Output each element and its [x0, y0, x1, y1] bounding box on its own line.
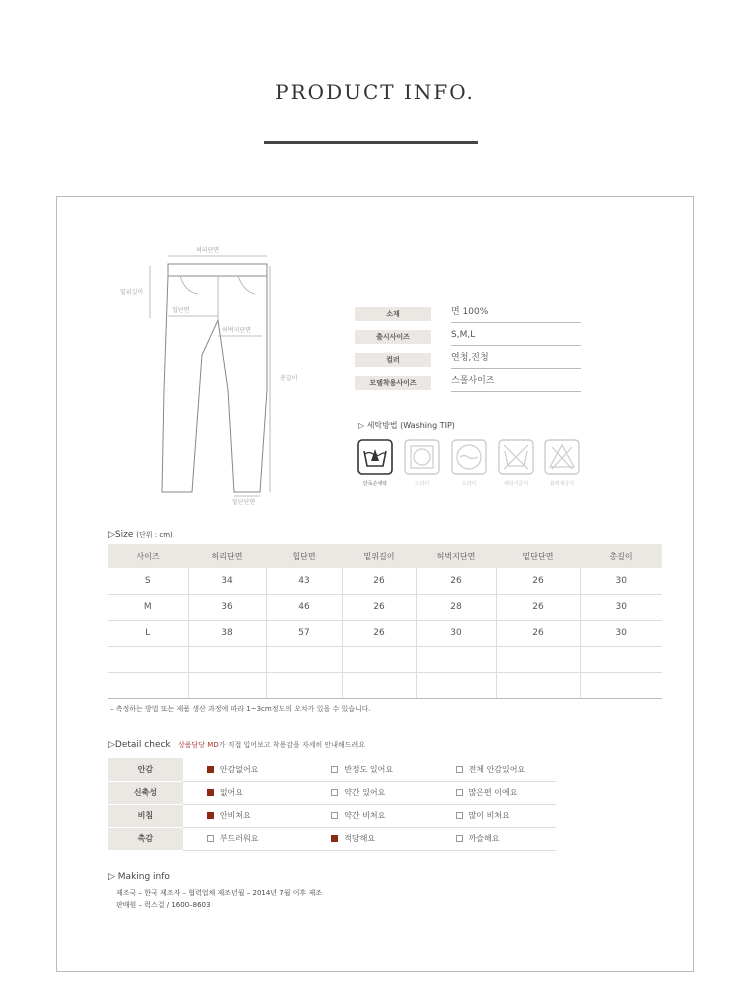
- checked-box-icon: [207, 789, 214, 796]
- jeans-outline-icon: [110, 240, 330, 515]
- table-row: [108, 568, 662, 594]
- size-cell: [416, 646, 496, 672]
- thigh-label: 허벅지단면: [222, 327, 251, 334]
- making-info-line: 판매원 – 럭스걸 / 1600–8603: [116, 901, 211, 909]
- checked-box-icon: [207, 812, 214, 819]
- size-cell: 26: [496, 620, 580, 646]
- detail-option: [432, 804, 556, 827]
- option-label: 적당해요: [344, 834, 376, 843]
- size-cell: 26: [496, 594, 580, 620]
- size-cell: [580, 672, 662, 698]
- size-cell: [342, 646, 416, 672]
- machine-wash-icon: [451, 439, 487, 475]
- option-label: 약간 있어요: [344, 788, 386, 797]
- size-header-cell: 허벅지단면: [416, 544, 496, 568]
- wash-label: 표백제금지: [549, 481, 575, 487]
- detail-option: [307, 781, 431, 804]
- size-cell: 38: [188, 620, 266, 646]
- detail-key: 신축성: [108, 781, 183, 804]
- size-cell: 26: [416, 568, 496, 594]
- hand-wash-icon: [357, 439, 393, 475]
- wash-label: 단독손세탁: [362, 481, 388, 487]
- jeans-diagram: [110, 240, 330, 515]
- size-cell: 26: [496, 568, 580, 594]
- wash-label: 세탁기금지: [503, 481, 529, 487]
- detail-check-table: [108, 758, 556, 851]
- size-title: ▷Size: [108, 530, 134, 540]
- detail-row-lining: [108, 758, 556, 781]
- detail-option: [307, 758, 431, 781]
- detail-row-texture: [108, 827, 556, 850]
- size-cell: L: [108, 620, 188, 646]
- detail-key: 비침: [108, 804, 183, 827]
- page-title: PRODUCT INFO.: [275, 80, 475, 104]
- size-cell: [496, 672, 580, 698]
- tumble-dry-icon: [404, 439, 440, 475]
- unchecked-box-icon: [207, 835, 214, 842]
- detail-row-stretch: [108, 781, 556, 804]
- option-label: 약간 비쳐요: [344, 811, 386, 820]
- unchecked-box-icon: [331, 789, 338, 796]
- washing-title: ▷ 세탁방법 (Washing TIP): [358, 421, 455, 430]
- no-wash-icon: [498, 439, 534, 475]
- size-table-header: [108, 544, 662, 568]
- detail-option: [432, 781, 556, 804]
- table-row: [108, 646, 662, 672]
- option-label: 안비쳐요: [219, 811, 251, 820]
- detail-option: [183, 827, 307, 850]
- detail-key: 촉감: [108, 827, 183, 850]
- table-row: [108, 672, 662, 698]
- size-cell: 30: [580, 568, 662, 594]
- spec-row-color: [355, 351, 581, 371]
- detail-note-text: 가 직접 입어보고 착용감을 자세히 안내해드려요: [218, 741, 366, 749]
- size-cell: [496, 646, 580, 672]
- size-cell: 30: [416, 620, 496, 646]
- size-cell: [108, 646, 188, 672]
- size-cell: [266, 646, 342, 672]
- unchecked-box-icon: [331, 766, 338, 773]
- size-cell: 26: [342, 594, 416, 620]
- hip-label: 힙단면: [172, 307, 190, 314]
- detail-option: [183, 804, 307, 827]
- option-label: 까슬해요: [468, 834, 500, 843]
- size-cell: 30: [580, 594, 662, 620]
- wash-label: 드라이: [461, 481, 477, 487]
- size-cell: 34: [188, 568, 266, 594]
- size-cell: 46: [266, 594, 342, 620]
- size-cell: 28: [416, 594, 496, 620]
- spec-value: 연청,진청: [451, 351, 581, 369]
- size-header-cell: 허리단면: [188, 544, 266, 568]
- option-label: 전체 안감있어요: [468, 764, 526, 774]
- spec-row-material: [355, 305, 581, 325]
- size-cell: M: [108, 594, 188, 620]
- option-label: 안감없어요: [219, 764, 259, 774]
- option-label: 부드러워요: [219, 834, 259, 843]
- detail-option: [307, 827, 431, 850]
- checked-box-icon: [331, 835, 338, 842]
- spec-row-model-size: [355, 374, 581, 394]
- detail-check-title: ▷Detail check: [108, 740, 171, 750]
- size-table: [108, 544, 662, 699]
- size-header-cell: 힙단면: [266, 544, 342, 568]
- size-header-cell: 사이즈: [108, 544, 188, 568]
- option-label: 많은편 이에요: [468, 788, 518, 797]
- making-info-line: 제조국 – 한국 제조자 – 협력업체 제조년월 – 2014년 7월 이후 제조: [116, 889, 323, 897]
- size-cell: 26: [342, 620, 416, 646]
- size-cell: [188, 672, 266, 698]
- making-info-title: ▷ Making info: [108, 872, 170, 882]
- size-cell: [108, 672, 188, 698]
- size-note: – 측정하는 방법 또는 제품 생산 과정에 따라 1~3cm정도의 오차가 있을 수 있습니다.: [110, 705, 371, 713]
- size-unit: (단위 : cm): [136, 531, 173, 539]
- size-cell: [266, 672, 342, 698]
- size-cell: [188, 646, 266, 672]
- unchecked-box-icon: [456, 789, 463, 796]
- spec-value: S,M,L: [451, 328, 581, 346]
- unchecked-box-icon: [456, 766, 463, 773]
- size-cell: 30: [580, 620, 662, 646]
- table-row: [108, 620, 662, 646]
- detail-option: [183, 758, 307, 781]
- hem-label: 밑단단면: [232, 499, 256, 506]
- detail-row-transparency: [108, 804, 556, 827]
- option-label: 반정도 있어요: [344, 764, 394, 774]
- spec-value: 면 100%: [451, 305, 581, 323]
- spec-key: 컬러: [355, 353, 431, 367]
- size-cell: 36: [188, 594, 266, 620]
- option-label: 없어요: [219, 788, 244, 797]
- checked-box-icon: [207, 766, 214, 773]
- unchecked-box-icon: [331, 812, 338, 819]
- size-header-cell: 총길이: [580, 544, 662, 568]
- length-label: 총길이: [280, 375, 298, 382]
- wash-label: 드라이: [414, 481, 430, 487]
- size-header-cell: 밑위길이: [342, 544, 416, 568]
- size-cell: [416, 672, 496, 698]
- size-cell: 57: [266, 620, 342, 646]
- size-cell: [342, 672, 416, 698]
- detail-key: 안감: [108, 758, 183, 781]
- waist-label: 허리단면: [196, 247, 220, 254]
- spec-key: 출시사이즈: [355, 330, 431, 344]
- detail-option: [183, 781, 307, 804]
- size-cell: 43: [266, 568, 342, 594]
- no-bleach-icon: [544, 439, 580, 475]
- size-section-title: [108, 530, 173, 540]
- spec-value: 스몰사이즈: [451, 374, 581, 392]
- size-header-cell: 밑단단면: [496, 544, 580, 568]
- detail-option: [432, 758, 556, 781]
- size-cell: [580, 646, 662, 672]
- spec-key: 모델착용사이즈: [355, 376, 431, 390]
- option-label: 많이 비쳐요: [468, 811, 510, 820]
- title-divider: [264, 141, 478, 144]
- size-cell: 26: [342, 568, 416, 594]
- detail-check-note: [178, 740, 365, 750]
- table-row: [108, 594, 662, 620]
- rise-label: 밑위길이: [120, 289, 144, 296]
- unchecked-box-icon: [456, 835, 463, 842]
- size-cell: S: [108, 568, 188, 594]
- md-label: 상품담당 MD: [178, 741, 219, 749]
- unchecked-box-icon: [456, 812, 463, 819]
- spec-row-sizes: [355, 328, 581, 348]
- detail-option: [307, 804, 431, 827]
- spec-key: 소재: [355, 307, 431, 321]
- detail-option: [432, 827, 556, 850]
